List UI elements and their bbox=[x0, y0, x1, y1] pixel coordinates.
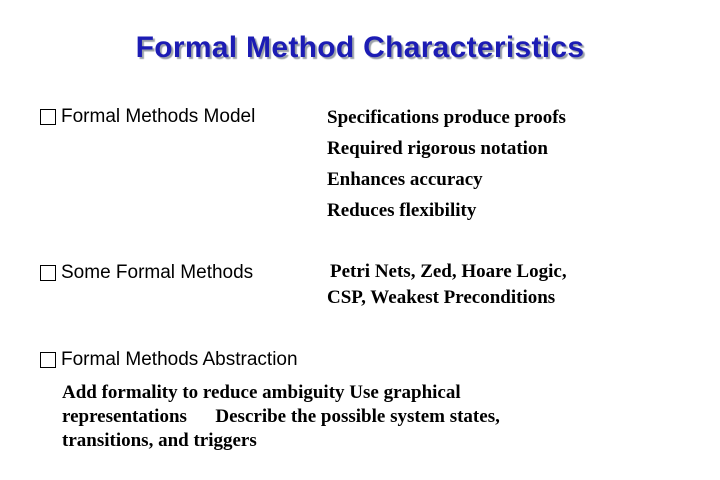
bullet-heading: Some Formal Methods bbox=[61, 262, 254, 283]
bullet-formal-methods-abstraction bbox=[40, 348, 298, 372]
bullet-some-formal-methods bbox=[40, 261, 253, 285]
detail-line: transitions, and triggers bbox=[62, 430, 257, 451]
bullet-formal-methods-model bbox=[40, 105, 255, 129]
checkbox-bullet-icon bbox=[40, 265, 56, 281]
checkbox-bullet-icon bbox=[40, 352, 56, 368]
bullet-heading: Formal Methods Abstraction bbox=[61, 349, 298, 370]
checkbox-bullet-icon bbox=[40, 109, 56, 125]
detail-line: representations Describe the possible system states, bbox=[62, 406, 500, 427]
detail-line: Add formality to reduce ambiguity Use graphical bbox=[62, 382, 461, 403]
methods-list bbox=[327, 259, 567, 311]
detail-line: CSP, Weakest Preconditions bbox=[327, 287, 556, 308]
model-details bbox=[327, 102, 566, 226]
slide-title: Formal Method Characteristics bbox=[135, 31, 585, 64]
detail-line: Specifications produce proofs bbox=[327, 107, 566, 128]
detail-line: Required rigorous notation bbox=[327, 138, 548, 159]
detail-line: Petri Nets, Zed, Hoare Logic, bbox=[330, 261, 567, 282]
abstraction-details bbox=[62, 381, 500, 453]
detail-line: Reduces flexibility bbox=[327, 200, 477, 221]
detail-line: Enhances accuracy bbox=[327, 169, 483, 190]
bullet-heading: Formal Methods Model bbox=[61, 106, 256, 127]
